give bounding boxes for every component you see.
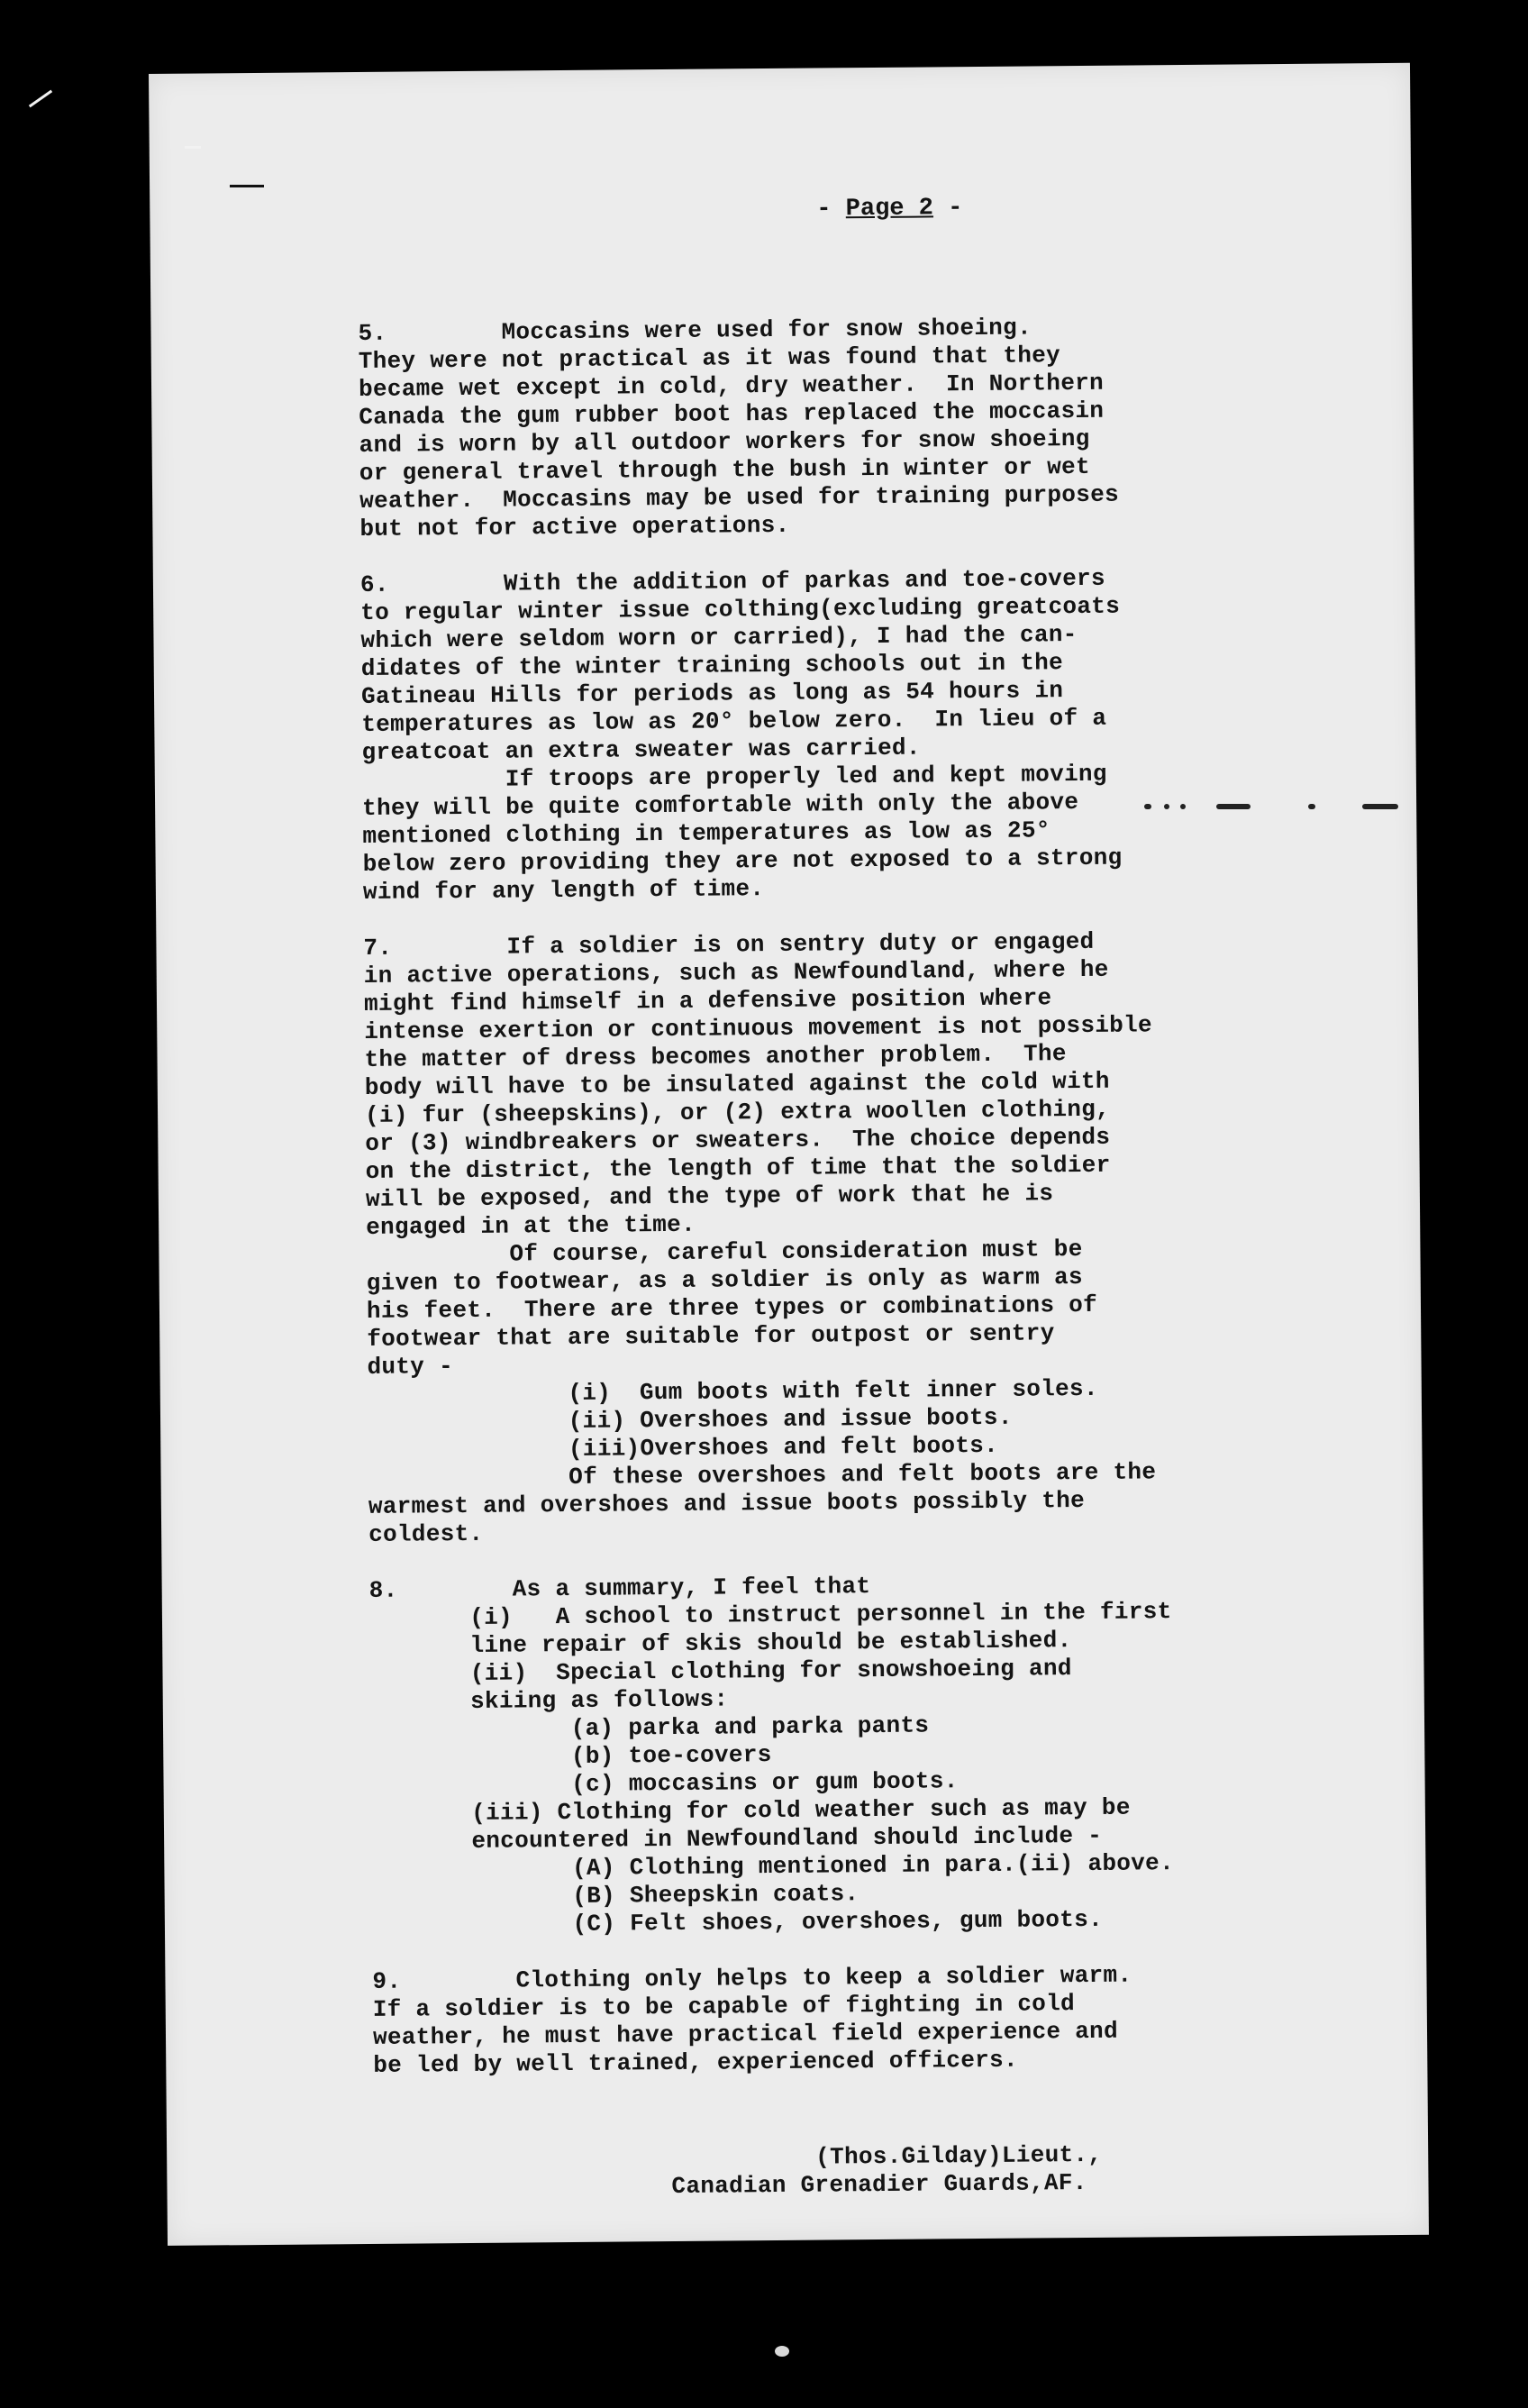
signature-name: (Thos.Gilday)Lieut., xyxy=(815,2140,1103,2171)
text-line: 5. Moccasins were used for snow shoeing. xyxy=(358,314,1032,347)
text-line: (C) Felt shoes, overshoes, gum boots. xyxy=(371,1905,1104,1939)
film-smudge xyxy=(775,2346,789,2357)
text-line: but not for active operations. xyxy=(359,511,790,543)
text-line: and is worn by all outdoor workers for snow shoeing xyxy=(359,424,1090,459)
text-line: didates of the winter training schools out in the xyxy=(360,649,1064,682)
text-line: his feet. There are three types or combinations of xyxy=(366,1291,1098,1325)
ink-dots xyxy=(1144,804,1414,813)
text-line: footwear that are suitable for outpost or sentry xyxy=(367,1319,1055,1353)
page-header-prefix: - xyxy=(816,196,846,223)
ink-mark xyxy=(230,185,264,187)
text-line: (A) Clothing mentioned in para.(ii) above. xyxy=(371,1849,1175,1884)
text-line: wind for any length of time. xyxy=(362,875,765,906)
text-line: (ii) Overshoes and issue boots. xyxy=(367,1403,1013,1437)
text-line: engaged in at the time. xyxy=(366,1210,696,1241)
text-line: (c) moccasins or gum boots. xyxy=(370,1767,959,1800)
text-line: If a soldier is to be capable of fighting in cold xyxy=(372,1990,1076,2023)
text-line: (i) fur (sheepskins), or (2) extra woollen clothing, xyxy=(364,1095,1111,1129)
text-line: coldest. xyxy=(368,1519,484,1548)
text-line: 9. Clothing only helps to keep a soldier warm. xyxy=(372,1961,1132,1995)
text-line: greatcoat an extra sweater was carried. xyxy=(361,734,921,766)
text-line: given to footwear, as a soldier is only as warm as xyxy=(366,1263,1083,1297)
document-page xyxy=(149,63,1429,2246)
text-line: intense exertion or continuous movement is not possible xyxy=(364,1011,1153,1045)
text-line: or general travel through the bush in winter or wet xyxy=(359,452,1091,487)
text-line: to regular winter issue colthing(excluding greatcoats xyxy=(360,592,1121,626)
text-line: might find himself in a defensive position where xyxy=(363,984,1052,1017)
text-line: (iii)Overshoes and felt boots. xyxy=(368,1431,999,1464)
text-line: be led by well trained, experienced officers. xyxy=(373,2046,1019,2079)
signature-unit: Canadian Grenadier Guards,AF. xyxy=(671,2168,1087,2201)
text-line: below zero providing they are not exposed to a strong xyxy=(362,844,1123,878)
text-line: weather, he must have practical field experience and xyxy=(372,2017,1119,2051)
film-scratch xyxy=(29,90,52,108)
text-line: on the district, the length of time that the soldier xyxy=(365,1151,1111,1185)
text-line: line repair of skis should be established. xyxy=(369,1627,1072,1660)
text-line: body will have to be insulated against the cold with xyxy=(364,1067,1110,1101)
text-line: If troops are properly led and kept moving xyxy=(361,760,1107,794)
text-line: (i) Gum boots with felt inner soles. xyxy=(367,1374,1098,1409)
text-line: (b) toe-covers xyxy=(370,1741,772,1772)
ink-dot xyxy=(1308,804,1315,809)
text-line: became wet except in cold, dry weather. In Northern xyxy=(358,369,1105,403)
ink-dot xyxy=(1164,804,1169,809)
text-line: mentioned clothing in temperatures as low as 25° xyxy=(362,816,1050,850)
text-line: the matter of dress becomes another problem. The xyxy=(364,1040,1067,1073)
text-line: (i) A school to instruct personnel in the first xyxy=(368,1598,1172,1632)
text-line: weather. Moccasins may be used for training purposes xyxy=(359,480,1120,515)
ink-dot xyxy=(1362,804,1398,809)
text-line: Of course, careful consideration must be xyxy=(366,1236,1083,1269)
text-line: will be exposed, and the type of work that he is xyxy=(365,1180,1054,1213)
text-line: duty - xyxy=(367,1353,454,1381)
page-number-title: Page 2 xyxy=(845,195,934,223)
text-line: Of these overshoes and felt boots are the xyxy=(368,1458,1157,1492)
text-line: (a) parka and parka pants xyxy=(369,1711,930,1744)
text-line: or (3) windbreakers or sweaters. The choice depends xyxy=(365,1123,1111,1157)
page-header xyxy=(816,195,962,223)
text-line: They were not practical as it was found that they xyxy=(358,342,1061,375)
text-line: skiing as follows: xyxy=(369,1685,729,1716)
text-line: (ii) Special clothing for snowshoeing and xyxy=(369,1655,1072,1688)
text-line: temperatures as low as 20° below zero. In lieu of a xyxy=(361,704,1107,738)
text-line: 7. If a soldier is on sentry duty or engaged xyxy=(363,927,1095,962)
text-line: (iii) Clothing for cold weather such as may be xyxy=(370,1793,1131,1828)
text-line: encountered in Newfoundland should include - xyxy=(370,1821,1103,1856)
ink-dot xyxy=(1216,804,1251,809)
ink-dot xyxy=(1144,804,1151,809)
text-line: 8. As a summary, I feel that xyxy=(368,1573,871,1604)
text-line: which were seldom worn or carried), I had the can- xyxy=(360,621,1078,654)
text-line: Canada the gum rubber boot has replaced the moccasin xyxy=(359,397,1105,431)
film-scratch xyxy=(185,146,201,149)
text-line: in active operations, such as Newfoundland, where he xyxy=(363,955,1109,990)
text-line: Gatineau Hills for periods as long as 54 hours in xyxy=(360,677,1064,710)
page-header-suffix: - xyxy=(932,195,963,223)
text-line: they will be quite comfortable with only the above xyxy=(361,789,1079,822)
ink-dot xyxy=(1180,804,1186,809)
text-line: 6. With the addition of parkas and toe-covers xyxy=(359,564,1105,598)
text-line: warmest and overshoes and issue boots possibly the xyxy=(368,1486,1086,1520)
text-line: (B) Sheepskin coats. xyxy=(371,1880,860,1911)
